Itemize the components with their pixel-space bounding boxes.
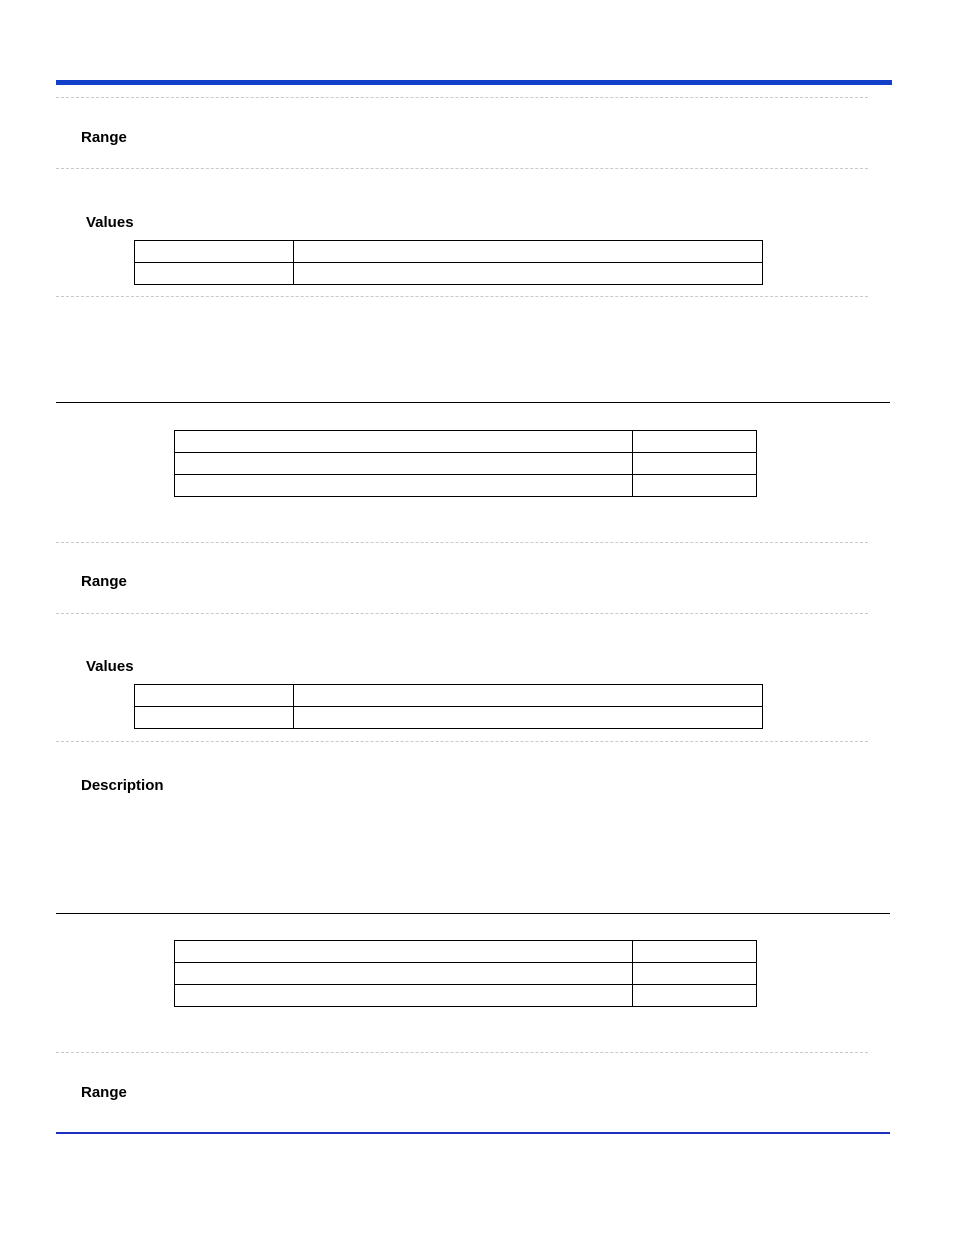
table-row xyxy=(175,453,757,475)
table-cell xyxy=(175,431,633,453)
table-cell xyxy=(175,963,633,985)
range-label: Range xyxy=(81,1084,127,1101)
table-row xyxy=(135,263,763,285)
range-label: Range xyxy=(81,573,127,590)
table-row xyxy=(175,941,757,963)
values-table xyxy=(134,240,763,285)
table-row xyxy=(175,985,757,1007)
description-label: Description xyxy=(81,777,164,794)
values-label: Values xyxy=(86,214,134,231)
dashed-divider xyxy=(56,168,868,169)
footer-rule xyxy=(56,1132,890,1134)
table-row xyxy=(135,707,763,729)
table-row xyxy=(175,963,757,985)
table-cell xyxy=(294,707,763,729)
table-cell xyxy=(135,241,294,263)
info-table xyxy=(174,430,757,497)
table-cell xyxy=(633,963,757,985)
table-row xyxy=(175,431,757,453)
table-cell xyxy=(633,475,757,497)
section-rule xyxy=(56,913,890,914)
table-cell xyxy=(294,263,763,285)
table-cell xyxy=(175,475,633,497)
table-cell xyxy=(175,985,633,1007)
table-cell xyxy=(135,685,294,707)
values-label: Values xyxy=(86,658,134,675)
table-cell xyxy=(175,941,633,963)
table-cell xyxy=(135,263,294,285)
dashed-divider xyxy=(56,1052,868,1053)
dashed-divider xyxy=(56,542,868,543)
range-label: Range xyxy=(81,129,127,146)
table-cell xyxy=(294,241,763,263)
header-rule xyxy=(56,80,892,85)
dashed-divider xyxy=(56,613,868,614)
table-cell xyxy=(633,941,757,963)
table-cell xyxy=(633,431,757,453)
table-row xyxy=(135,685,763,707)
table-cell xyxy=(633,985,757,1007)
table-cell xyxy=(175,453,633,475)
dashed-divider xyxy=(56,741,868,742)
table-cell xyxy=(294,685,763,707)
table-cell xyxy=(135,707,294,729)
table-row xyxy=(175,475,757,497)
table-row xyxy=(135,241,763,263)
info-table xyxy=(174,940,757,1007)
section-rule xyxy=(56,402,890,403)
table-cell xyxy=(633,453,757,475)
values-table xyxy=(134,684,763,729)
dashed-divider xyxy=(56,296,868,297)
dashed-divider xyxy=(56,97,868,98)
